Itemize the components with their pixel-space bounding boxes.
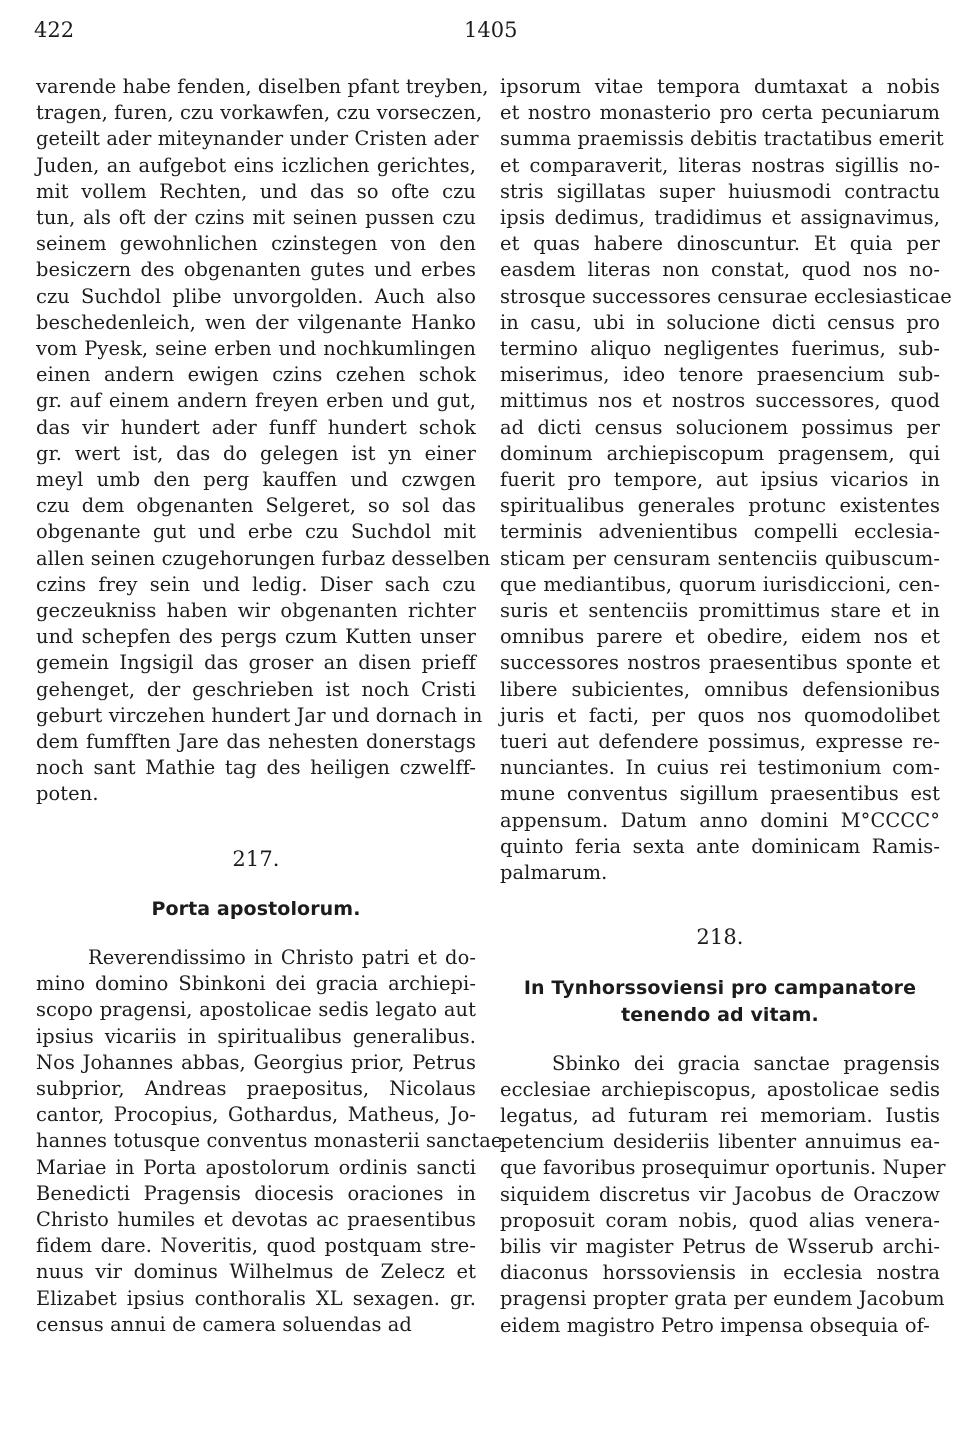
text-line: que favoribus prosequimur oportunis. Nuper — [500, 1156, 946, 1180]
text-line: tun, als oft der czins mit seinen pussen czu — [36, 206, 476, 230]
text-line: fidem dare. Noveritis, quod postquam stre- — [36, 1234, 476, 1258]
text-line: geteilt ader miteynander under Cristen ader — [36, 127, 479, 151]
text-line: easdem literas non constat, quod nos no- — [500, 258, 940, 282]
text-line: termino aliquo negligentes fuerimus, sub- — [500, 337, 940, 361]
text-line: Elizabet ipsius conthoralis XL sexagen. gr. — [36, 1286, 476, 1310]
text-line: libere subicientes, omnibus defensionibus — [500, 677, 940, 701]
text-line: dem fumfften Jare das nehesten donerstags — [36, 730, 476, 754]
text-line: mit vollem Rechten, und das so ofte czu — [36, 179, 476, 203]
text-line: vom Pyesk, seine erben und nochkumlingen — [36, 337, 476, 361]
text-line: strosque successores censurae ecclesiasticae — [500, 284, 952, 308]
text-line: ecclesiae archiepiscopus, apostolicae sedis — [500, 1077, 940, 1101]
text-line: das vir hundert ader funff hundert schok — [36, 415, 476, 439]
document-number-217: 217. — [232, 846, 280, 871]
text-line: czins frey sein und ledig. Diser sach czu — [36, 572, 476, 596]
text-line: pragensi propter grata per eundem Jacobum — [500, 1287, 945, 1311]
document-text-218 — [500, 1051, 946, 1339]
running-year: 1405 — [464, 18, 518, 42]
text-line: diaconus horssoviensis in ecclesia nostra — [500, 1261, 940, 1285]
text-line: tragen, furen, czu vorkawfen, czu vorseczen, — [36, 101, 483, 125]
text-line: czu dem obgenanten Selgeret, so sol das — [36, 494, 476, 518]
text-line: Mariae in Porta apostolorum ordinis sancti — [36, 1155, 476, 1179]
text-line: seinem gewohnlichen czinstegen von den — [36, 232, 476, 256]
text-line: Nos Johannes abbas, Georgius prior, Petrus — [36, 1050, 476, 1074]
text-line: Juden, an aufgebot eins iczlichen gerichtes, — [36, 153, 476, 177]
text-line: stris sigillatas super huiusmodi contractu — [500, 179, 940, 203]
text-line: juris et facti, per quos nos quomodolibet — [500, 703, 940, 727]
text-line: geburt virczehen hundert Jar und dornach in — [36, 703, 483, 727]
text-line: Benedicti Pragensis diocesis oraciones in — [36, 1181, 476, 1205]
text-line: mittimus nos et nostros successores, quod — [500, 389, 940, 413]
document-title-218 — [500, 975, 940, 1029]
text-line: scopo pragensi, apostolicae sedis legato aut — [36, 998, 476, 1022]
text-line: palmarum. — [500, 861, 608, 885]
page-number: 422 — [34, 18, 75, 42]
text-line: varende habe fenden, diselben pfant treyben, — [36, 75, 489, 98]
text-line: que mediantibus, quorum iurisdiccioni, cen- — [500, 572, 940, 596]
text-line: gr. wert ist, das do gelegen ist yn einer — [36, 441, 476, 465]
text-line: appensum. Datum anno domini M°CCCC° — [500, 808, 940, 832]
document-title-218-line: tenendo ad vitam. — [621, 1003, 819, 1026]
text-line: eidem magistro Petro impensa obsequia of- — [500, 1313, 930, 1337]
document-number-218: 218. — [696, 925, 744, 950]
text-line: gemein Ingsigil das groser an disen prieff — [36, 651, 476, 675]
left-column — [36, 74, 503, 1338]
text-line: mune conventus sigillum praesentibus est — [500, 782, 940, 806]
text-line: suris et sentenciis promittimus stare et in — [500, 599, 940, 623]
text-line: Sbinko dei gracia sanctae pragensis — [552, 1051, 940, 1075]
text-line: allen seinen czugehorungen furbaz desselben — [36, 546, 491, 570]
document-text-217 — [36, 945, 503, 1338]
text-line: terminis advenientibus compelli ecclesia- — [500, 520, 940, 544]
text-line: obgenante gut und erbe czu Suchdol mit — [36, 520, 476, 544]
text-line: meyl umb den perg kauffen und czwgen — [36, 468, 476, 492]
text-line: und schepfen des pergs czum Kutten unser — [36, 625, 476, 649]
text-line: proposuit coram nobis, quod alias venera- — [500, 1208, 940, 1232]
text-line: miserimus, ideo tenore praesencium sub- — [500, 363, 940, 387]
text-line: summa praemissis debitis tractatibus emerit — [500, 127, 944, 151]
text-line: czu Suchdol plibe unvorgolden. Auch also — [36, 284, 476, 308]
text-line: et quas habere dinoscuntur. Et quia per — [500, 232, 940, 256]
document-title-217: Porta apostolorum. — [151, 897, 361, 920]
text-line: siquidem discretus vir Jacobus de Oraczow — [500, 1182, 940, 1206]
right-column — [500, 74, 952, 1339]
text-line: ad dicti census solucionem possimus per — [500, 415, 940, 439]
text-line: petencium desideriis libenter annuimus ea- — [500, 1130, 940, 1154]
text-line: dominum archiepiscopum pragensem, qui — [500, 441, 940, 465]
text-line: quinto feria sexta ante dominicam Ramis- — [500, 834, 940, 858]
text-line: einen andern ewigen czins czehen schok — [36, 363, 476, 387]
text-line: mino domino Sbinkoni dei gracia archiepi- — [36, 972, 476, 996]
text-line: hannes totusque conventus monasterii sanctae — [36, 1129, 503, 1153]
text-line: nunciantes. In cuius rei testimonium com- — [500, 756, 940, 780]
text-line: noch sant Mathie tag des heiligen czwelff- — [36, 756, 476, 780]
text-line: subprior, Andreas praepositus, Nicolaus — [36, 1076, 476, 1100]
continuation-text-right — [500, 74, 952, 886]
text-line: cantor, Procopius, Gothardus, Matheus, Jo- — [36, 1103, 476, 1127]
text-line: geczeukniss haben wir obgenanten richter — [36, 599, 476, 623]
text-line: beschedenleich, wen der vilgenante Hanko — [36, 310, 476, 334]
text-line: ipsorum vitae tempora dumtaxat a nobis — [500, 75, 940, 98]
text-line: bilis vir magister Petrus de Wsserub archi- — [500, 1234, 940, 1258]
continuation-text-left — [36, 74, 491, 808]
text-line: besiczern des obgenanten gutes und erbes — [36, 258, 476, 282]
text-line: legatus, ad futuram rei memoriam. Iustis — [500, 1103, 940, 1127]
text-line: tueri aut defendere possimus, expresse re- — [500, 730, 940, 754]
text-line: nuus vir dominus Wilhelmus de Zelecz et — [36, 1260, 476, 1284]
text-line: census annui de camera soluendas ad — [36, 1312, 412, 1336]
page-header — [0, 18, 960, 48]
text-line: fuerit pro tempore, aut ipsius vicarios in — [500, 468, 940, 492]
text-line: in casu, ubi in solucione dicti census pro — [500, 310, 940, 334]
text-line: gehenget, der geschrieben ist noch Cristi — [36, 677, 476, 701]
text-line: poten. — [36, 782, 99, 806]
text-line: ipsius vicariis in spiritualibus generalibus. — [36, 1024, 476, 1048]
text-line: sticam per censuram sentenciis quibuscum- — [500, 546, 940, 570]
text-line: Reverendissimo in Christo patri et do- — [88, 945, 476, 969]
document-title-218-line: In Tynhorssoviensi pro campanatore — [523, 976, 917, 999]
text-line: ipsis dedimus, tradidimus et assignavimus, — [500, 206, 940, 230]
text-line: et nostro monasterio pro certa pecuniarum — [500, 101, 940, 125]
text-line: spiritualibus generales protunc existentes — [500, 494, 940, 518]
text-line: successores nostros praesentibus sponte et — [500, 651, 940, 675]
text-line: gr. auf einem andern freyen erben und gut, — [36, 389, 476, 413]
text-line: et comparaverit, literas nostras sigillis no- — [500, 153, 940, 177]
text-line: Christo humiles et devotas ac praesentibus — [36, 1207, 476, 1231]
text-line: omnibus parere et obedire, eidem nos et — [500, 625, 940, 649]
